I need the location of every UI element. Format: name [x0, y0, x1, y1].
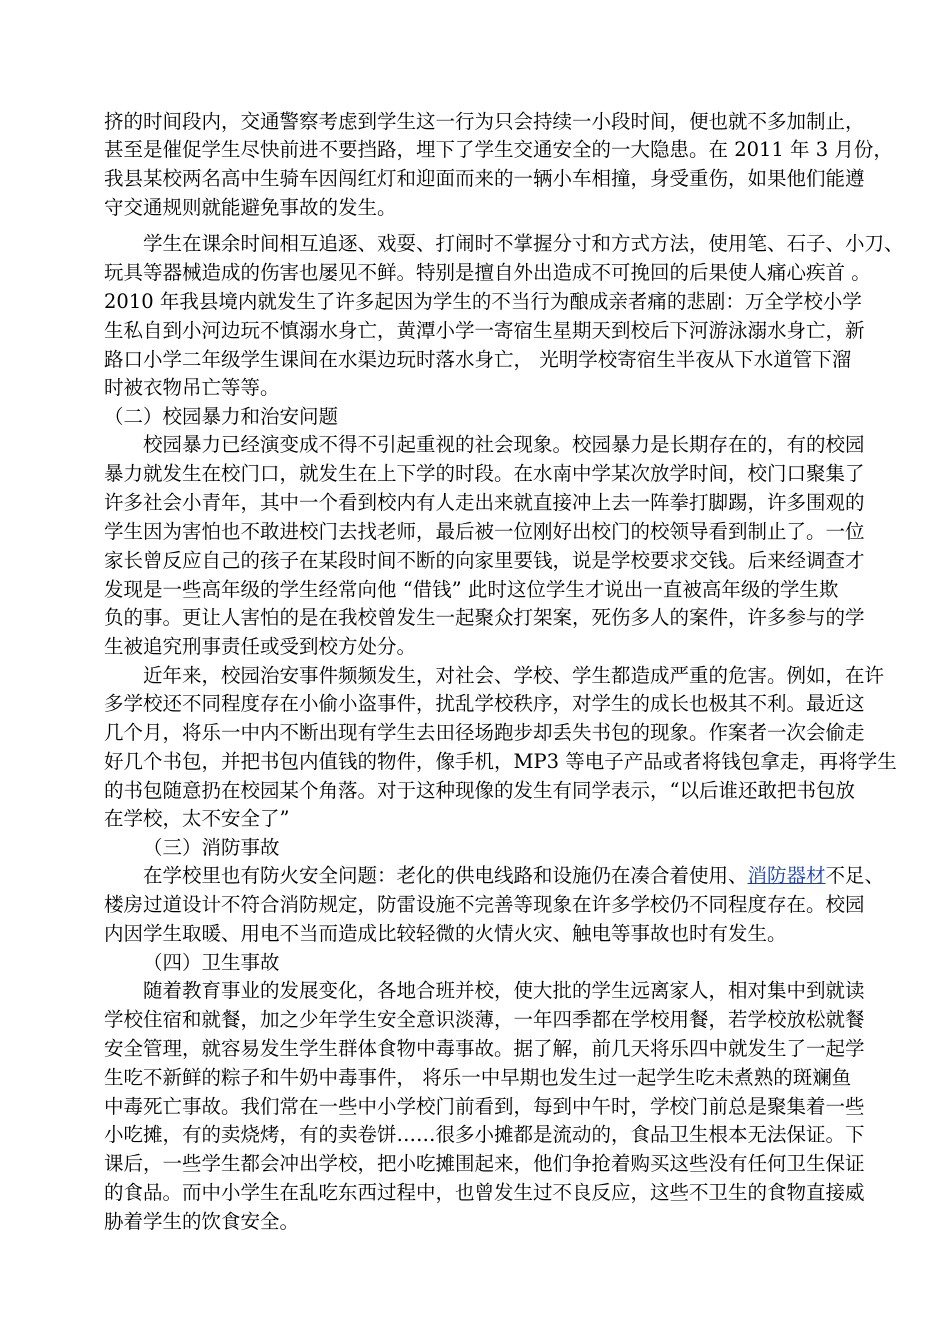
text-line: 楼房过道设计不符合消防规定，防雷设施不完善等现象在许多学校仍不同程度存在。校园 — [104, 893, 865, 916]
text-line: 几个月，将乐一中内不断出现有学生去田径场跑步却丢失书包的现象。作案者一次会偷走 — [104, 721, 865, 744]
text-line: 随着教育事业的发展变化，各地合班并校，使大批的学生远离家人，相对集中到就读 — [143, 979, 865, 1002]
text-line: 生吃不新鲜的粽子和牛奶中毒事件， 将乐一中早期也发生过一起学生吃未煮熟的斑斓鱼 — [104, 1066, 852, 1089]
text-line: 生私自到小河边玩不慎溺水身亡，黄潭小学一寄宿生星期天到校后下河游泳溺水身亡，新 — [104, 319, 865, 342]
text-line: 校园暴力已经演变成不得不引起重视的社会现象。校园暴力是长期存在的，有的校园 — [143, 433, 865, 456]
section-heading: （二）校园暴力和治安问题 — [104, 405, 339, 428]
text-line: 家长曾反应自己的孩子在某段时间不断的向家里要钱，说是学校要求交钱。后来经调查才 — [104, 549, 865, 572]
text-line: 小吃摊，有的卖烧烤，有的卖卷饼……很多小摊都是流动的，食品卫生根本无法保证。下 — [104, 1123, 865, 1146]
text-line: 的食品。而中小学生在乱吃东西过程中，也曾发生过不良反应，这些不卫生的食物直接威 — [104, 1181, 865, 1204]
text-line: 学校住宿和就餐，加之少年学生安全意识淡薄，一年四季都在学校用餐，若学校放松就餐 — [104, 1008, 865, 1031]
text-line: 甚至是催促学生尽快前进不要挡路，埋下了学生交通安全的一大隐患。在 2011 年 3 月份， — [104, 138, 893, 161]
text-line: 课后，一些学生都会冲出学校，把小吃摊围起来，他们争抢着购买这些没有任何卫生保证 — [104, 1152, 865, 1175]
text-line — [143, 862, 884, 890]
text-line: 负的事。更让人害怕的是在我校曾发生一起聚众打架案，死伤多人的案件，许多参与的学 — [104, 606, 865, 629]
text-line: 守交通规则就能避免事故的发生。 — [104, 196, 397, 219]
text-line: 挤的时间段内，交通警察考虑到学生这一行为只会持续一小段时间，便也就不多加制止， — [104, 110, 865, 133]
text-line: 多学校还不同程度存在小偷小盗事件，扰乱学校秩序，对学生的成长也极其不利。最近这 — [104, 692, 865, 715]
text-line: 近年来，校园治安事件频频发生，对社会、学校、学生都造成严重的危害。例如，在许 — [143, 664, 885, 687]
fire-equipment-link[interactable]: 消防器材 — [747, 864, 826, 887]
section-heading: （三）消防事故 — [143, 836, 280, 859]
text-line: 玩具等器械造成的伤害也屡见不鲜。特别是擅自外出造成不可挽回的后果使人痛心疾首 。 — [104, 261, 871, 284]
text-line: 学生因为害怕也不敢进校门去找老师，最后被一位刚好出校门的校领导看到制止了。一位 — [104, 520, 865, 543]
text-line: 内因学生取暖、用电不当而造成比较轻微的火情火灾、触电等事故也时有发生。 — [104, 922, 787, 945]
text-line: 许多社会小青年，其中一个看到校内有人走出来就直接冲上去一阵拳打脚踢，许多围观的 — [104, 491, 865, 514]
text-line: 暴力就发生在校门口，就发生在上下学的时段。在水南中学某次放学时间，校门口聚集了 — [104, 462, 865, 485]
text-line: 发现是一些高年级的学生经常向他 “借钱” 此时这位学生才说出一直被高年级的学生欺 — [104, 578, 839, 601]
text-line: 我县某校两名高中生骑车因闯红灯和迎面而来的一辆小车相撞，身受重伤，如果他们能遵 — [104, 167, 865, 190]
text-line: 好几个书包，并把书包内值钱的物件，像手机，MP3 等电子产品或者将钱包拿走，再将学生 — [104, 750, 897, 773]
text-line: 时被衣物吊亡等等。 — [104, 376, 280, 399]
text-line: 中毒死亡事故。我们常在一些中小学校门前看到，每到中午时，学校门前总是聚集着一些 — [104, 1095, 865, 1118]
text-line: 生被追究刑事责任或受到校方处分。 — [104, 635, 417, 658]
text-line: 学生在课余时间相互追逐、戏耍、打闹时不掌握分寸和方式方法，使用笔、石子、小刀、 — [143, 232, 904, 255]
text-line: 胁着学生的饮食安全。 — [104, 1210, 300, 1233]
section-heading: （四）卫生事故 — [143, 951, 280, 974]
text-segment: 不足、 — [825, 864, 885, 887]
text-line: 安全管理，就容易发生学生群体食物中毒事故。据了解，前几天将乐四中就发生了一起学 — [104, 1037, 865, 1060]
text-line: 的书包随意扔在校园某个角落。对于这种现像的发生有同学表示，“以后谁还敢把书包放 — [104, 779, 855, 802]
text-line: 2010 年我县境内就发生了许多起因为学生的不当行为酿成亲者痛的悲剧：万全学校小学 — [104, 290, 862, 313]
text-line: 路口小学二年级学生课间在水渠边玩时落水身亡， 光明学校寄宿生半夜从下水道管下溜 — [104, 348, 852, 371]
text-segment: 在学校里也有防火安全问题：老化的供电线路和设施仍在凑合着使用、 — [143, 864, 748, 887]
text-line: 在学校，太不安全了” — [104, 807, 290, 830]
